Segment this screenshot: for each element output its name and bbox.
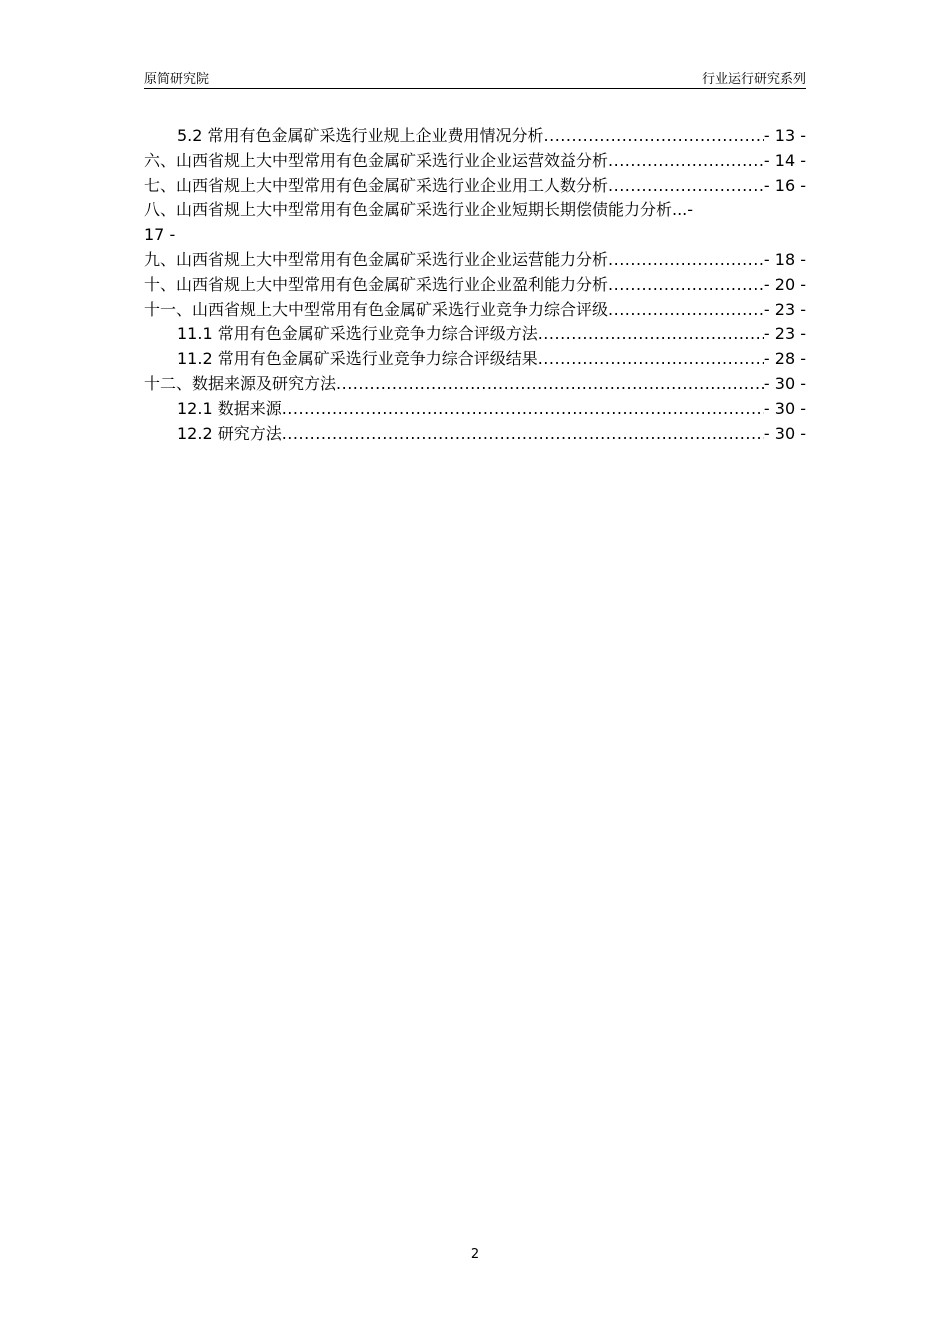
- toc-entry-page: - 14 -: [763, 150, 806, 170]
- toc-leader-dots: [544, 124, 764, 149]
- toc-entry[interactable]: [144, 248, 806, 273]
- toc-entry-title: 七、山西省规上大中型常用有色金属矿采选行业企业用工人数分析: [144, 175, 609, 195]
- toc-leader-dots: [282, 397, 764, 422]
- toc-leader-dots: [608, 273, 764, 298]
- table-of-contents: [144, 124, 806, 446]
- toc-entry-page: - 30 -: [763, 423, 806, 443]
- toc-leader-dots: [538, 322, 764, 347]
- toc-entry-title: 八、山西省规上大中型常用有色金属矿采选行业企业短期长期偿债能力分析...-: [144, 200, 694, 220]
- toc-leader-dots: [282, 422, 764, 447]
- toc-entry[interactable]: [144, 174, 806, 199]
- toc-entry[interactable]: [144, 322, 806, 347]
- toc-entry-title: 六、山西省规上大中型常用有色金属矿采选行业企业运营效益分析: [144, 150, 609, 170]
- toc-leader-dots: [538, 347, 764, 372]
- toc-entry-title: 11.1 常用有色金属矿采选行业竞争力综合评级方法: [177, 324, 538, 344]
- toc-entry-title: 九、山西省规上大中型常用有色金属矿采选行业企业运营能力分析: [144, 249, 609, 269]
- toc-entry-title: 十一、山西省规上大中型常用有色金属矿采选行业竞争力综合评级: [144, 299, 609, 319]
- toc-leader-dots: [608, 149, 764, 174]
- toc-entry-page: - 23 -: [763, 299, 806, 319]
- toc-entry[interactable]: [144, 273, 806, 298]
- toc-entry-title: 十、山西省规上大中型常用有色金属矿采选行业企业盈利能力分析: [144, 274, 609, 294]
- toc-entry[interactable]: [144, 298, 806, 323]
- header-series: 行业运行研究系列: [701, 72, 806, 87]
- page-number: 2: [470, 1247, 480, 1262]
- toc-leader-dots: [608, 174, 764, 199]
- toc-entry-page: - 30 -: [763, 373, 806, 393]
- toc-entry-page: - 30 -: [763, 398, 806, 418]
- header-organization: 原简研究院: [144, 72, 210, 87]
- toc-leader-dots: [608, 298, 764, 323]
- toc-entry[interactable]: [144, 124, 806, 149]
- toc-entry-title: 11.2 常用有色金属矿采选行业竞争力综合评级结果: [177, 349, 538, 369]
- toc-entry[interactable]: [144, 397, 806, 422]
- toc-entry-page: - 13 -: [763, 126, 806, 145]
- toc-entry-page: 17 -: [144, 225, 176, 245]
- toc-entry[interactable]: [144, 347, 806, 372]
- toc-entry-page: - 28 -: [763, 349, 806, 369]
- toc-entry-page: - 16 -: [763, 175, 806, 195]
- toc-entry-title: 十二、数据来源及研究方法: [144, 373, 337, 393]
- toc-entry-title: 12.2 研究方法: [177, 423, 282, 443]
- toc-entry-page: - 20 -: [763, 274, 806, 294]
- toc-entry[interactable]: [144, 198, 806, 248]
- toc-leader-dots: [336, 372, 764, 397]
- toc-entry-title: 12.1 数据来源: [177, 398, 282, 418]
- toc-entry-page: - 23 -: [763, 324, 806, 344]
- toc-entry-title: 5.2 常用有色金属矿采选行业规上企业费用情况分析: [177, 126, 544, 145]
- toc-entry-page: - 18 -: [763, 249, 806, 269]
- toc-entry[interactable]: [144, 422, 806, 447]
- toc-entry[interactable]: [144, 149, 806, 174]
- toc-leader-dots: [608, 248, 764, 273]
- toc-entry[interactable]: [144, 372, 806, 397]
- page-header: [144, 66, 806, 89]
